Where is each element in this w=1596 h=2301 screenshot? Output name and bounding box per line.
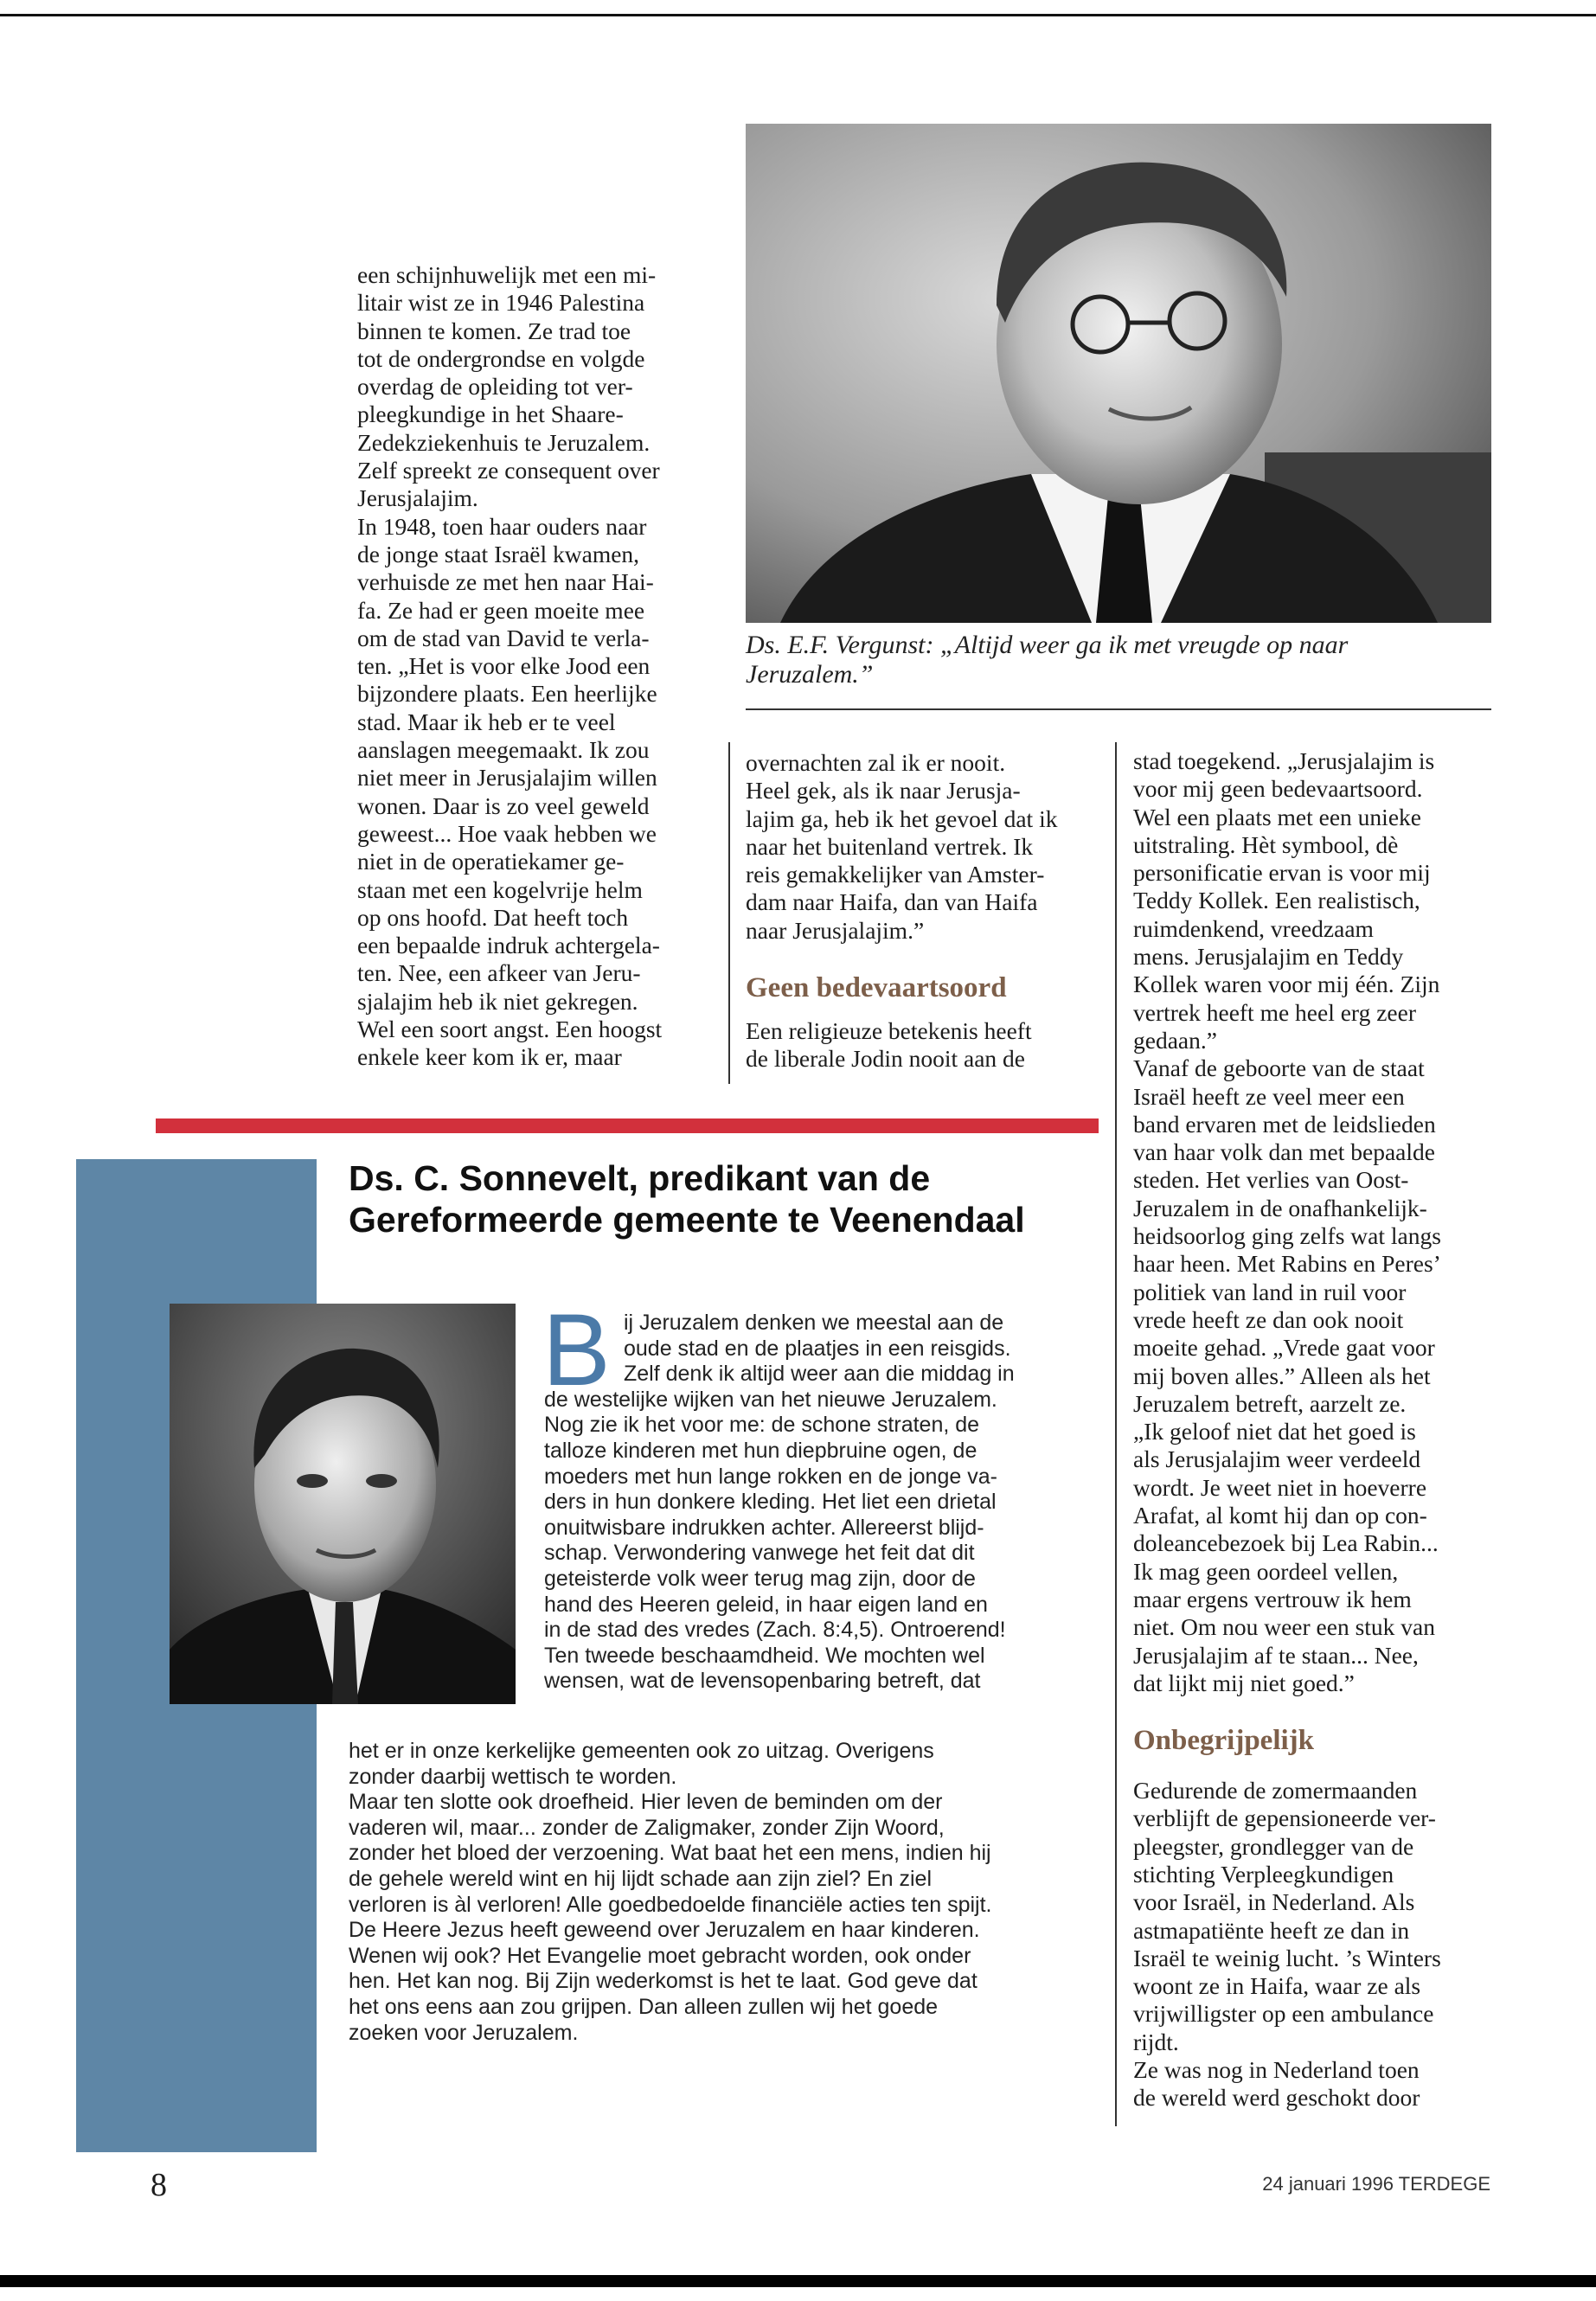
- sidebar-text-upper: [544, 1311, 1106, 1695]
- text-line: Heel gek, als ik naar Jerusja-: [746, 777, 1021, 804]
- sidebar-text-narrow-block: [544, 1311, 1106, 1695]
- column-1-text: [357, 261, 721, 1072]
- sidebar-headline: [349, 1157, 1110, 1240]
- photo-sonnevelt: [170, 1304, 516, 1704]
- text-line: niet. Om nou weer een stuk van: [1133, 1613, 1436, 1641]
- top-rule: [0, 14, 1596, 16]
- text-line: Vanaf de geboorte van de staat: [1133, 1054, 1425, 1082]
- text-line: lajim ga, heb ik het gevoel dat ik: [746, 804, 1058, 832]
- text-line: Ik mag geen oordeel vellen,: [1133, 1557, 1399, 1585]
- caption-rule: [746, 708, 1491, 710]
- text-line: niet in de operatiekamer ge-: [357, 848, 625, 875]
- text-line: Wel een plaats met een unieke: [1133, 803, 1421, 830]
- text-line: fa. Ze had er geen moeite mee: [357, 596, 645, 624]
- text-line: Zedekziekenhuis te Jeruzalem.: [357, 428, 651, 456]
- text-line: de jonge staat Israël kwamen,: [357, 540, 640, 567]
- text-line: Jerusjalajim.: [357, 484, 478, 512]
- drop-cap: B: [542, 1293, 611, 1407]
- text-line: Gedurende de zomermaanden: [1133, 1777, 1418, 1804]
- text-line: dat lijkt mij niet goed.”: [1133, 1669, 1355, 1696]
- text-line: naar het buitenland vertrek. Ik: [746, 832, 1034, 860]
- text-line: politiek van land in ruil voor: [1133, 1278, 1407, 1305]
- text-line: litair wist ze in 1946 Palestina: [357, 289, 645, 317]
- text-line: op ons hoofd. Dat heeft toch: [357, 903, 629, 931]
- sidebar-text-line: hen. Het kan nog. Bij Zijn wederkomst is het te laat. God geve dat: [349, 1969, 977, 1994]
- text-line: van haar volk dan met bepaalde: [1133, 1138, 1435, 1166]
- article-column-1: [357, 261, 721, 1072]
- text-line: Een religieuze betekenis heeft: [746, 1017, 1032, 1045]
- text-line: woont ze in Haifa, waar ze als: [1133, 1972, 1421, 2000]
- sidebar-text-line: in de stad des vredes (Zach. 8:4,5). Ontroerend!: [544, 1618, 1006, 1643]
- text-line: de liberale Jodin nooit aan de: [746, 1045, 1026, 1073]
- text-line: heidsoorlog ging zelfs wat langs: [1133, 1222, 1441, 1250]
- text-line: bijzondere plaats. Een heerlijke: [357, 680, 657, 708]
- text-line: band ervaren met de leidslieden: [1133, 1110, 1436, 1138]
- text-line: vertrek heeft me heel erg zeer: [1133, 998, 1416, 1026]
- sidebar-text-wide-block: [349, 1739, 1110, 2046]
- sidebar-text-line: De Heere Jezus heeft geweend over Jeruzalem en haar kinderen.: [349, 1918, 980, 1943]
- sidebar-red-bar: [156, 1118, 1099, 1133]
- text-line: Wel een soort angst. Een hoogst: [357, 1016, 663, 1043]
- text-line: steden. Het verlies van Oost-: [1133, 1166, 1409, 1194]
- text-line: rijdt.: [1133, 2028, 1179, 2055]
- photo-caption: Ds. E.F. Vergunst: „Altijd weer ga ik met vreugde op naar Jeruzalem.”: [746, 631, 1349, 689]
- sidebar-text-line: verloren is àl verloren! Alle goedbedoelde financiële acties ten spijt.: [349, 1892, 992, 1917]
- sidebar-text-line: het ons eens aan zou grijpen. Dan alleen zullen wij het goede: [349, 1994, 939, 2019]
- text-line: „Ik geloof niet dat het goed is: [1133, 1418, 1416, 1445]
- bottom-rule: [0, 2275, 1596, 2287]
- text-line: staan met een kogelvrije helm: [357, 875, 643, 903]
- sidebar-text-line: het er in onze kerkelijke gemeenten ook zo uitzag. Overigens: [349, 1739, 934, 1763]
- sidebar-text-line: Zelf denk ik altijd weer aan die middag in: [624, 1362, 1015, 1387]
- text-line: maar ergens vertrouw ik hem: [1133, 1585, 1412, 1612]
- subheading-onbegrijpelijk: Onbegrijpelijk: [1133, 1725, 1315, 1757]
- text-line: voor mij geen bedevaartsoord.: [1133, 775, 1423, 803]
- text-line: pleegkundige in het Shaare-: [357, 401, 624, 428]
- text-line: gedaan.”: [1133, 1026, 1217, 1054]
- page-number: 8: [151, 2167, 167, 2203]
- text-line: als Jerusjalajim weer verdeeld: [1133, 1445, 1421, 1473]
- text-line: geweest... Hoe vaak hebben we: [357, 819, 657, 847]
- article-column-3: [1133, 747, 1505, 2112]
- text-line: Jeruzalem betreft, aarzelt ze.: [1133, 1389, 1407, 1417]
- sidebar-text-line: Wenen wij ook? Het Evangelie moet gebracht worden, ook onder: [349, 1943, 971, 1968]
- text-line: vrede heeft ze dan ook nooit: [1133, 1305, 1404, 1333]
- text-line: niet meer in Jerusjalajim willen: [357, 764, 657, 792]
- sidebar-text-line: moeders met hun lange rokken en de jonge va-: [544, 1464, 997, 1489]
- portrait-vergunst-image: [746, 124, 1491, 623]
- text-line: verblijft de gepensioneerde ver-: [1133, 1804, 1436, 1832]
- sidebar-text-line: ders in hun donkere kleding. Het liet een drietal: [544, 1490, 997, 1515]
- sidebar-text-line: schap. Verwondering vanwege het feit dat dit: [544, 1541, 975, 1566]
- text-line: een schijnhuwelijk met een mi-: [357, 261, 657, 288]
- text-line: Israël te weinig lucht. ’s Winters: [1133, 1944, 1441, 1971]
- portrait-sonnevelt-image: [170, 1304, 516, 1704]
- text-line: wonen. Daar is zo veel geweld: [357, 792, 650, 819]
- sidebar-text-line: vaderen wil, maar... zonder de Zaligmaker, zonder Zijn Woord,: [349, 1815, 945, 1840]
- text-line: uitstraling. Hèt symbool, dè: [1133, 830, 1399, 858]
- text-line: personificatie ervan is voor mij: [1133, 859, 1431, 887]
- sidebar-text-line: oude stad en de plaatjes in een reisgids.: [624, 1336, 1011, 1361]
- text-line: tot de ondergrondse en volgde: [357, 344, 645, 372]
- text-line: vrijwilligster op een ambulance: [1133, 2000, 1434, 2028]
- text-line: Jeruzalem in de onafhankelijk-: [1133, 1194, 1427, 1221]
- text-line: ruimdenkend, vreedzaam: [1133, 914, 1374, 942]
- column-2-text-continued: [746, 1017, 1118, 1074]
- sidebar-text-line: zoeken voor Jeruzalem.: [349, 2020, 579, 2045]
- sidebar-text-line: de westelijke wijken van het nieuwe Jeruzalem.: [544, 1387, 997, 1412]
- text-line: mij boven alles.” Alleen als het: [1133, 1362, 1431, 1389]
- text-line: Teddy Kollek. Een realistisch,: [1133, 887, 1420, 914]
- sidebar-text-line: ij Jeruzalem denken we meestal aan de: [624, 1311, 1004, 1335]
- text-line: reis gemakkelijker van Amster-: [746, 861, 1045, 888]
- text-line: Kollek waren voor mij één. Zijn: [1133, 971, 1440, 998]
- sidebar-text-line: hand des Heeren geleid, in haar eigen land en: [544, 1592, 988, 1617]
- article-column-2: [746, 749, 1118, 1074]
- text-line: Arafat, al komt hij dan op con-: [1133, 1502, 1427, 1529]
- text-line: stad toegekend. „Jerusjalajim is: [1133, 747, 1435, 774]
- text-line: pleegster, grondlegger van de: [1133, 1832, 1414, 1860]
- text-line: stad. Maar ik heb er te veel: [357, 708, 616, 735]
- sidebar-text-line: talloze kinderen met hun diepbruine ogen, de: [544, 1438, 977, 1463]
- text-line: dam naar Haifa, dan van Haifa: [746, 888, 1038, 916]
- text-line: moeite gehad. „Vrede gaat voor: [1133, 1334, 1435, 1362]
- column-3-text: [1133, 747, 1505, 1697]
- photo-vergunst: [746, 124, 1491, 623]
- text-line: overnachten zal ik er nooit.: [746, 749, 1006, 776]
- text-line: enkele keer kom ik er, maar: [357, 1043, 622, 1071]
- text-line: stichting Verpleegkundigen: [1133, 1860, 1394, 1888]
- text-line: mens. Jerusjalajim en Teddy: [1133, 943, 1404, 971]
- sidebar-text-line: zonder het bloed der verzoening. Wat baat het een mens, indien hij: [349, 1841, 991, 1866]
- text-line: ten. „Het is voor elke Jood een: [357, 652, 651, 680]
- text-line: een bepaalde indruk achtergela-: [357, 932, 660, 959]
- text-line: Israël heeft ze veel meer een: [1133, 1082, 1405, 1110]
- text-line: sjalajim heb ik niet gekregen.: [357, 987, 638, 1015]
- sidebar-text-line: Nog zie ik het voor me: de schone straten, de: [544, 1413, 980, 1438]
- sidebar-text-line: wensen, wat de levensopenbaring betreft, dat: [544, 1669, 981, 1694]
- text-line: haar heen. Met Rabins en Peres’: [1133, 1250, 1441, 1278]
- text-line: doleancebezoek bij Lea Rabin...: [1133, 1529, 1439, 1557]
- column-rule-1: [728, 742, 730, 1084]
- text-line: binnen te komen. Ze trad toe: [357, 317, 631, 344]
- sidebar-text-lower: [349, 1739, 1110, 2046]
- sidebar-text-line: Maar ten slotte ook droefheid. Hier leven de beminden om der: [349, 1790, 943, 1815]
- sidebar-text-line: Ten tweede beschaamdheid. We mochten wel: [544, 1643, 985, 1668]
- column-3-text-continued: [1133, 1777, 1505, 2112]
- text-line: naar Jerusjalajim.”: [746, 916, 925, 944]
- sidebar-headline-line-2: Gereformeerde gemeente te Veenendaal: [349, 1200, 1025, 1240]
- text-line: voor Israël, in Nederland. Als: [1133, 1888, 1415, 1916]
- sidebar-headline-line-1: Ds. C. Sonnevelt, predikant van de: [349, 1158, 931, 1198]
- text-line: ten. Nee, een afkeer van Jeru-: [357, 959, 641, 987]
- sidebar-text-line: zonder daarbij wettisch te worden.: [349, 1764, 677, 1789]
- text-line: Ze was nog in Nederland toen: [1133, 2056, 1420, 2084]
- column-rule-2: [1115, 742, 1117, 2126]
- text-line: In 1948, toen haar ouders naar: [357, 512, 647, 540]
- text-line: de wereld werd geschokt door: [1133, 2084, 1420, 2112]
- issue-footer: 24 januari 1996 TERDEGE: [1262, 2173, 1490, 2195]
- sidebar-text-line: geteisterde volk weer terug mag zijn, door de: [544, 1566, 976, 1591]
- text-line: Zelf spreekt ze consequent over: [357, 457, 660, 484]
- subheading-geen-bedevaartsoord: Geen bedevaartsoord: [746, 972, 1007, 1004]
- text-line: verhuisde ze met hen naar Hai-: [357, 568, 654, 596]
- sidebar-text-line: de gehele wereld wint en hij lijdt schade aan zijn ziel? En ziel: [349, 1866, 933, 1891]
- text-line: Jerusjalajim af te staan... Nee,: [1133, 1641, 1419, 1669]
- text-line: overdag de opleiding tot ver-: [357, 373, 633, 401]
- text-line: astmapatiënte heeft ze dan in: [1133, 1916, 1410, 1944]
- column-2-text: [746, 749, 1118, 945]
- text-line: aanslagen meegemaakt. Ik zou: [357, 736, 650, 764]
- text-line: wordt. Je weet niet in hoeverre: [1133, 1473, 1427, 1501]
- text-line: om de stad van David te verla-: [357, 624, 650, 651]
- sidebar-text-line: onuitwisbare indrukken achter. Allereerst blijd-: [544, 1515, 984, 1540]
